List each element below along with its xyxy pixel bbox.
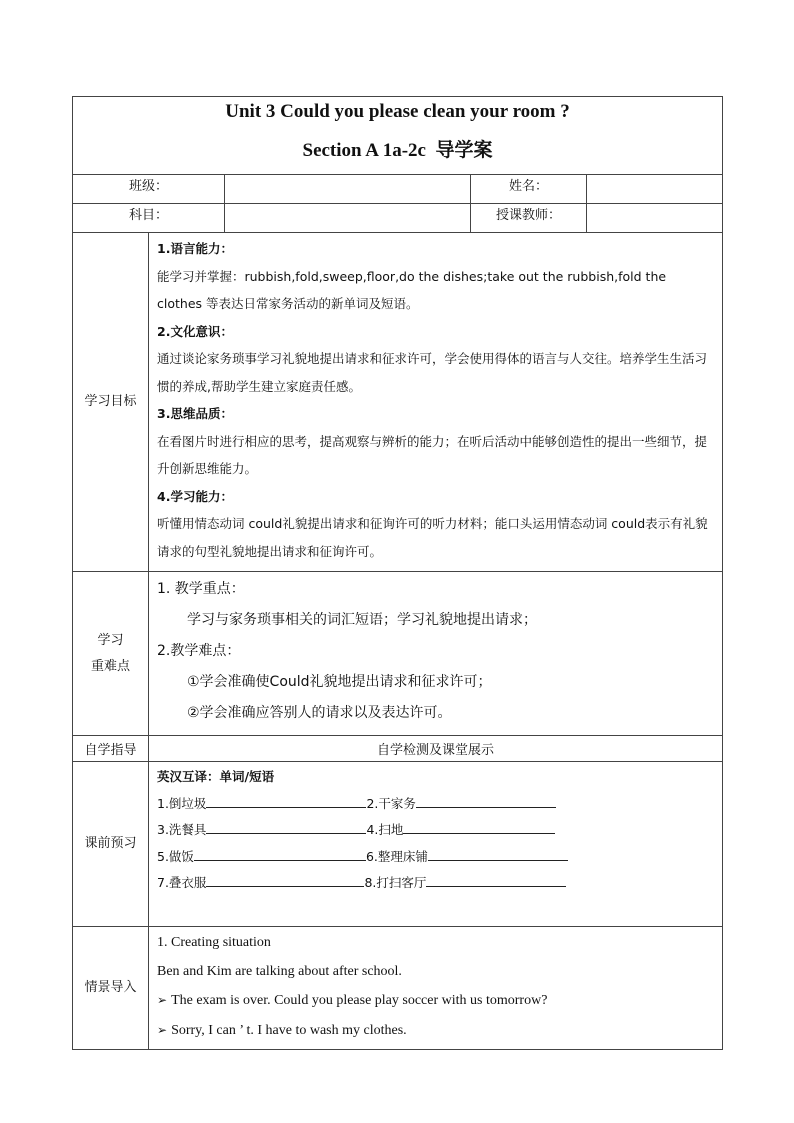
goals-content [149, 233, 723, 572]
goal-1-text: 能学习并掌握：rubbish,fold,sweep,floor,do the dishes;take out the rubbish,fold the clothes 等表达日常家务活动的新单词及短语。 [157, 268, 667, 311]
difficulty-2: ②学会准确应答别人的请求以及表达许可。 [187, 705, 452, 721]
goal-2-title: 2.文化意识： [157, 323, 233, 339]
title-line-1: Unit 3 Could you please clean your room ? [225, 101, 570, 122]
answer-blank-2[interactable] [416, 791, 556, 808]
preview-label: 课前预习 [73, 762, 149, 927]
preview-item-7: 7.叠衣服 [157, 875, 207, 890]
situation-label: 情景导入 [73, 927, 149, 1050]
situation-line-4 [157, 1016, 714, 1046]
preview-row [73, 762, 723, 927]
preview-item-2: 2.干家务 [366, 795, 416, 811]
preview-line-1 [157, 791, 714, 818]
situation-content [149, 927, 723, 1050]
answer-blank-4[interactable] [403, 817, 555, 834]
goal-1-title: 1.语言能力： [157, 241, 233, 256]
situation-row [73, 927, 723, 1050]
keypoints-label-line1: 学习 [97, 632, 124, 648]
preview-content [149, 762, 723, 927]
keypoints-label-line2: 重难点 [90, 658, 130, 674]
preview-item-4: 4.扫地 [366, 822, 404, 837]
dialogue-answer: Sorry, I can ’ t. I have to wash my clothes. [171, 1022, 407, 1038]
situation-line-3 [157, 986, 714, 1016]
answer-blank-7[interactable] [206, 870, 364, 887]
preview-line-3 [157, 844, 714, 871]
goal-3-text: 在看图片时进行相应的思考，提高观察与辨析的能力；在听后活动中能够创造性的提出一些细节，提升创新思维能力。 [157, 433, 708, 476]
guide-row [73, 736, 723, 762]
arrow-bullet-icon: ➢ [157, 1022, 168, 1037]
info-row-2 [73, 204, 723, 233]
goal-3-title: 3.思维品质： [157, 406, 233, 421]
subject-value-cell[interactable] [225, 204, 471, 233]
preview-item-3: 3.洗餐具 [157, 822, 207, 837]
title-line-2 [73, 139, 722, 162]
difficulty-1: ①学会准确使Could礼貌地提出请求和征求许可； [187, 674, 492, 690]
preview-item-8: 8.打扫客厅 [364, 875, 427, 890]
answer-blank-3[interactable] [206, 817, 366, 834]
teacher-label: 授课教师： [471, 204, 587, 233]
goal-4-title: 4.学习能力： [157, 488, 233, 504]
goal-4-text: 听懂用情态动词 could礼貌提出请求和征询许可的听力材料；能口头运用情态动词 could表示有礼貌请求的句型礼貌地提出请求和征询许可。 [157, 516, 708, 559]
goal-2-text: 通过谈论家务琐事学习礼貌地提出请求和征求许可，学会使用得体的语言与人交往。培养学生生活习惯的养成,帮助学生建立家庭责任感。 [157, 351, 708, 394]
section-label: Section A 1a-2c [302, 140, 426, 161]
subject-label: 科目： [73, 204, 225, 233]
guide-label: 自学指导 [73, 736, 149, 762]
class-value-cell[interactable] [225, 175, 471, 204]
situation-line-2: Ben and Kim are talking about after school. [157, 963, 402, 979]
goals-row [73, 233, 723, 572]
guide-content: 自学检测及课堂展示 [149, 736, 723, 762]
name-value-cell[interactable] [587, 175, 723, 204]
key-text: 学习与家务琐事相关的词汇短语；学习礼貌地提出请求； [187, 612, 537, 628]
teacher-value-cell[interactable] [587, 204, 723, 233]
goals-label: 学习目标 [73, 233, 149, 572]
keypoints-row [73, 572, 723, 736]
preview-heading: 英汉互译：单词/短语 [157, 769, 275, 784]
info-row-1 [73, 175, 723, 204]
name-label: 姓名： [471, 175, 587, 204]
guide-label: 导学案 [435, 139, 493, 161]
keypoints-label [73, 572, 149, 736]
class-label: 班级： [73, 175, 225, 204]
preview-item-6: 6.整理床铺 [365, 848, 428, 864]
worksheet-table [72, 96, 723, 1050]
dialogue-question: The exam is over. Could you please play soccer with us tomorrow? [171, 993, 548, 1008]
preview-line-4 [157, 870, 714, 897]
arrow-bullet-icon: ➢ [157, 993, 168, 1007]
difficulty-title: 2.教学难点： [157, 643, 241, 659]
keypoints-content [149, 572, 723, 736]
answer-blank-5[interactable] [194, 844, 366, 861]
situation-line-1: 1. Creating situation [157, 935, 271, 950]
preview-item-5: 5.做饭 [157, 848, 194, 864]
answer-blank-6[interactable] [428, 844, 568, 861]
preview-item-1: 1.倒垃圾 [157, 795, 207, 811]
answer-blank-8[interactable] [426, 870, 566, 887]
title-block [73, 97, 723, 175]
key-title: 1. 教学重点： [157, 581, 245, 597]
answer-blank-1[interactable] [206, 791, 366, 808]
preview-line-2 [157, 817, 714, 844]
